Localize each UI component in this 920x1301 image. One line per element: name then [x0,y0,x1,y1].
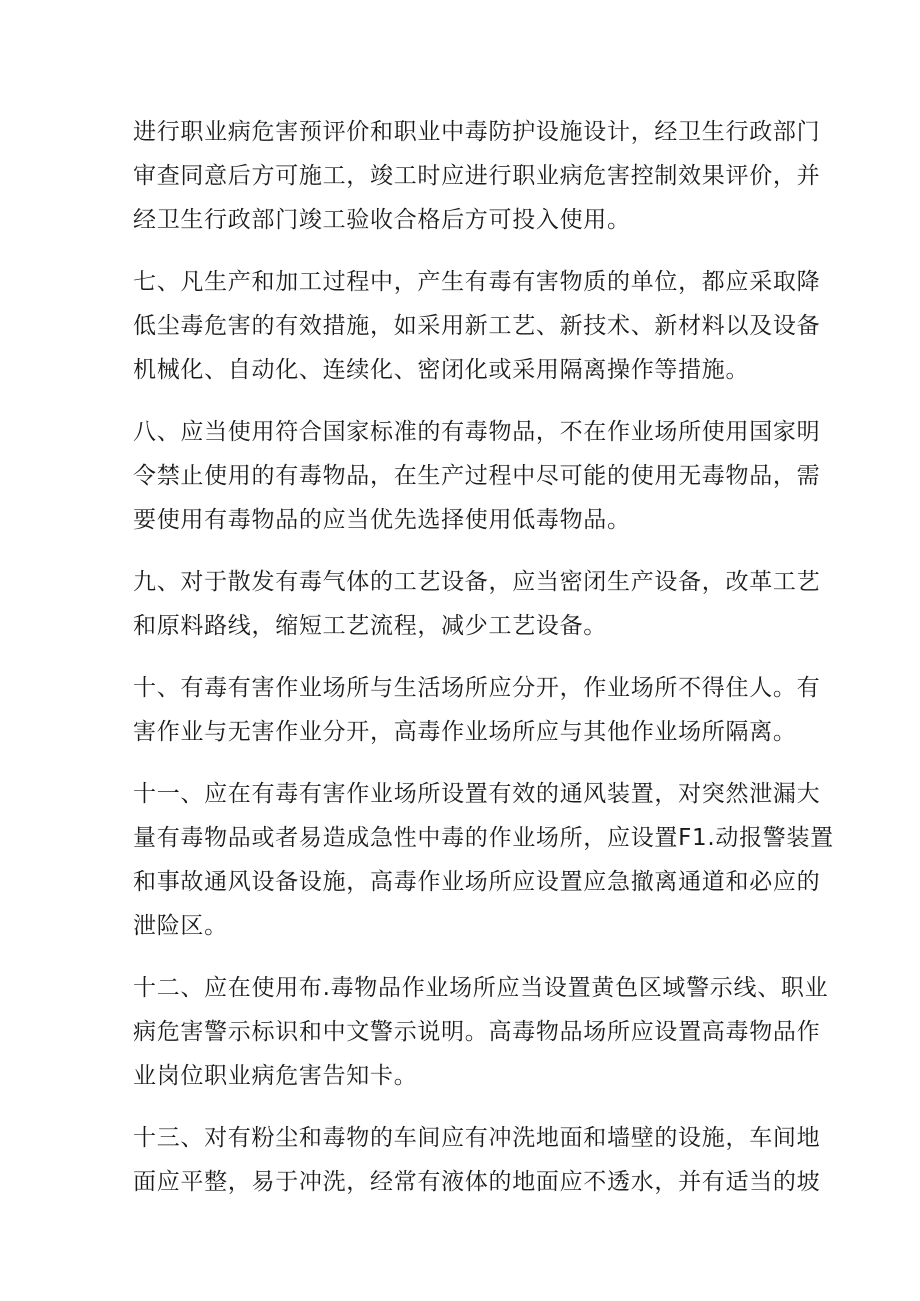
text-line: 十一、应在有毒有害作业场所设置有效的通风装置，对突然泄漏大 [133,781,821,807]
text-line: 面应平整，易于冲洗，经常有液体的地面应不透水，并有适当的坡 [133,1169,821,1195]
text-line: 十、有毒有害作业场所与生活场所应分开，作业场所不得住人。有 [133,675,821,701]
text-line: 十三、对有粉尘和毒物的车间应有冲洗地面和墙壁的设施，车间地 [133,1125,821,1151]
text-line: 令禁止使用的有毒物品，在生产过程中尽可能的使用无毒物品，需 [133,463,821,489]
text-line: 泄险区。 [133,913,228,939]
text-line: 十二、应在使用布.毒物品作业场所应当设置黄色区域警示线、职业 [133,975,829,1001]
text-line: 八、应当使用符合国家标准的有毒物品，不在作业场所使用国家明 [133,419,821,445]
paragraph-item-10 [133,666,821,754]
paragraph-item-11 [133,772,834,948]
text-line: 害作业与无害作业分开，高毒作业场所应与其他作业场所隔离。 [133,719,797,745]
paragraph-item-13 [133,1116,821,1204]
text-line: 量有毒物品或者易造成急性中毒的作业场所，应设置F1.动报警装置 [133,825,834,851]
paragraph-item-12 [133,966,829,1098]
text-line: 和原料路线，缩短工艺流程，减少工艺设备。 [133,613,607,639]
text-line: 经卫生行政部门竣工验收合格后方可投入使用。 [133,207,631,233]
text-line: 七、凡生产和加工过程中，产生有毒有害物质的单位，都应采取降 [133,269,821,295]
text-line: 进行职业病危害预评价和职业中毒防护设施设计，经卫生行政部门 [133,119,821,145]
text-line: 审查同意后方可施工，竣工时应进行职业病危害控制效果评价，并 [133,163,821,189]
text-line: 和事故通风设备设施，高毒作业场所应设置应急撤离通道和必应的 [133,869,821,895]
paragraph-item-9 [133,560,821,648]
text-line: 低尘毒危害的有效措施，如采用新工艺、新技术、新材料以及设备 [133,313,821,339]
text-line: 病危害警示标识和中文警示说明。高毒物品场所应设置高毒物品作 [133,1019,821,1045]
text-line: 九、对于散发有毒气体的工艺设备，应当密闭生产设备，改革工艺 [133,569,821,595]
text-line: 机械化、自动化、连续化、密闭化或采用隔离操作等措施。 [133,357,750,383]
paragraph-continuation [133,110,821,242]
text-line: 业岗位职业病危害告知卡。 [133,1063,418,1089]
body-text [133,110,834,1222]
paragraph-item-7 [133,260,821,392]
paragraph-item-8 [133,410,821,542]
text-line: 要使用有毒物品的应当优先选择使用低毒物品。 [133,507,631,533]
